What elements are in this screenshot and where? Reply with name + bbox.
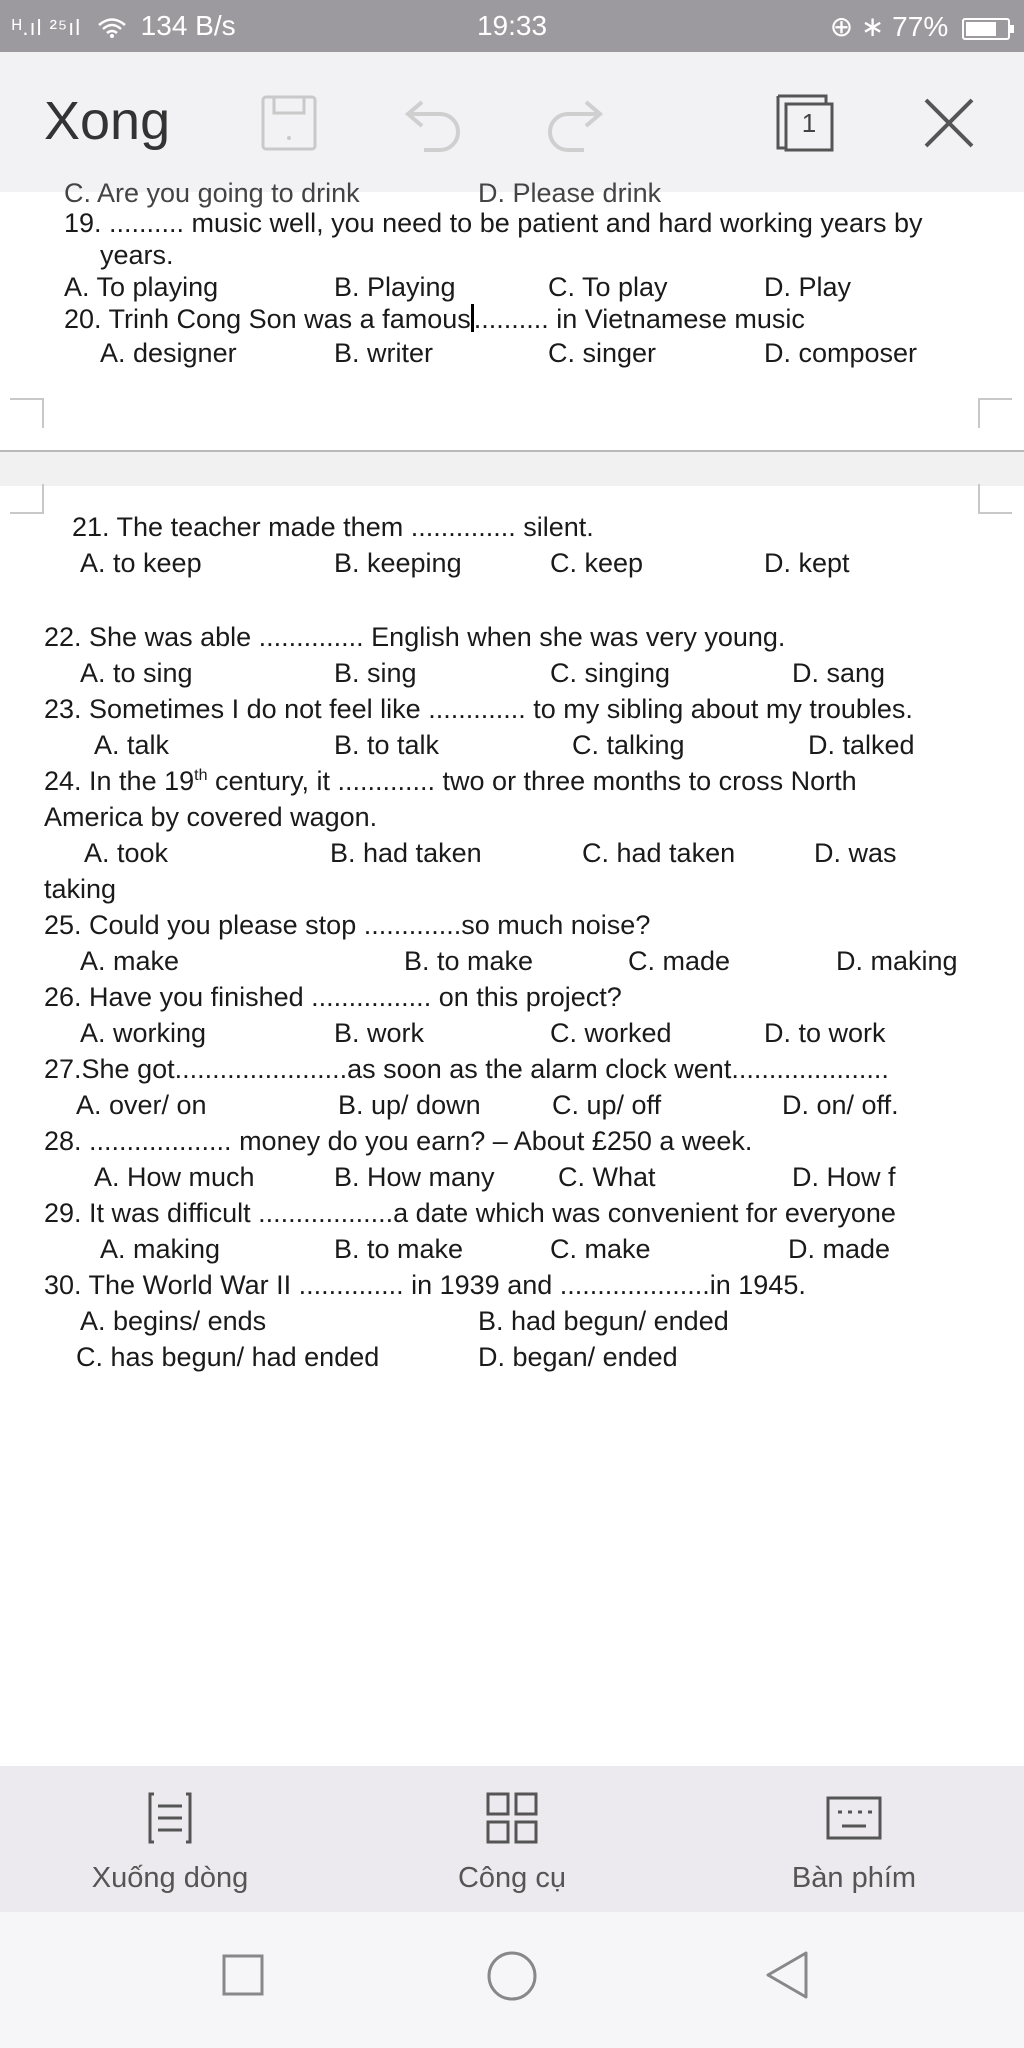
q21-option-a: A. to keep (80, 548, 202, 578)
q22-option-d: D. sang (792, 658, 886, 688)
line-break-label: Xuống dòng (91, 1862, 249, 1894)
status-bar (0, 0, 1024, 52)
document-page (0, 178, 1024, 1766)
q30-option-b: B. had begun/ ended (478, 1306, 729, 1336)
q20-option-c: C. singer (548, 338, 657, 368)
question-24-cont: America by covered wagon. (44, 802, 378, 832)
tools-label: Công cụ (457, 1862, 566, 1894)
q21-option-d: D. kept (764, 548, 850, 578)
clock: 19:33 (476, 10, 548, 41)
q28-option-c: C. What (558, 1162, 656, 1192)
page-count-badge: 1 (801, 108, 817, 138)
undo-icon[interactable] (404, 96, 464, 152)
recent-apps-icon[interactable] (222, 1954, 264, 1996)
q25-option-a: A. make (80, 946, 180, 976)
keyboard-icon (826, 1790, 882, 1846)
tools-button[interactable] (342, 1766, 682, 1912)
q28-option-a: A. How much (94, 1162, 255, 1192)
q19-option-a: A. To playing (64, 272, 219, 302)
question-27: 27.She got.......................as soon as the alarm clock went..................... (44, 1054, 889, 1084)
alarm-bluetooth-icon: ⊕ ∗ (829, 11, 885, 42)
signal-icon: ᴴ.ıl ²⁵ıl (12, 14, 82, 40)
cut-off-line-left: C. Are you going to drink (64, 178, 360, 208)
q19-option-c: C. To play (548, 272, 668, 302)
close-icon[interactable] (922, 96, 976, 150)
q20-option-b: B. writer (334, 338, 434, 368)
question-19: 19. .......... music well, you need to be patient and hard working years by (64, 208, 923, 238)
q27-option-a: A. over/ on (76, 1090, 207, 1120)
question-26: 26. Have you finished ................ on this project? (44, 982, 622, 1012)
save-icon[interactable] (260, 94, 318, 152)
tools-grid-icon (484, 1790, 540, 1846)
q27-option-c: C. up/ off (552, 1090, 662, 1120)
q29-option-b: B. to make (334, 1234, 464, 1264)
q29-option-a: A. making (100, 1234, 221, 1264)
q26-option-a: A. working (80, 1018, 207, 1048)
question-28: 28. ................... money do you earn? – About £250 a week. (44, 1126, 753, 1156)
network-speed: 134 B/s (140, 10, 236, 41)
q26-option-d: D. to work (764, 1018, 886, 1048)
q19-option-d: D. Play (764, 272, 852, 302)
q29-option-c: C. make (550, 1234, 651, 1264)
question-21: 21. The teacher made them .............. silent. (72, 512, 594, 542)
question-24 (44, 766, 857, 797)
q23-option-b: B. to talk (334, 730, 440, 760)
q23-option-d: D. talked (808, 730, 915, 760)
cut-off-line-right: D. Please drink (478, 178, 662, 208)
q27-option-d: D. on/ off. (782, 1090, 899, 1120)
q23-option-a: A. talk (94, 730, 170, 760)
q24-option-b: B. had taken (330, 838, 482, 868)
q27-option-b: B. up/ down (338, 1090, 481, 1120)
question-24-text-a: 24. In the 19 (44, 766, 195, 796)
q30-option-a: A. begins/ ends (80, 1306, 267, 1336)
line-break-button[interactable] (0, 1766, 340, 1912)
question-20 (64, 304, 805, 335)
q19-option-b: B. Playing (334, 272, 456, 302)
q24-option-d: D. was (814, 838, 897, 868)
q25-option-c: C. made (628, 946, 731, 976)
keyboard-button[interactable] (684, 1766, 1024, 1912)
q21-option-c: C. keep (550, 548, 644, 578)
question-22: 22. She was able .............. English when she was very young. (44, 622, 786, 652)
q26-option-b: B. work (334, 1018, 425, 1048)
question-23: 23. Sometimes I do not feel like ............. to my sibling about my troubles. (44, 694, 913, 724)
status-right (830, 10, 1010, 43)
question-20-text-b: .......... in Vietnamese music (473, 304, 805, 334)
question-19-cont: years. (100, 240, 174, 270)
q25-option-d: D. making (836, 946, 958, 976)
system-nav-bar (0, 1912, 1024, 2048)
page-count-button[interactable] (774, 92, 838, 156)
q24-option-c: C. had taken (582, 838, 736, 868)
q20-option-a: A. designer (100, 338, 237, 368)
keyboard-label: Bàn phím (791, 1862, 917, 1894)
done-button[interactable]: Xong (44, 91, 171, 151)
editor-bottom-bar (0, 1766, 1024, 1912)
question-20-text-a: 20. Trinh Cong Son was a famous (64, 304, 471, 334)
q22-option-a: A. to sing (80, 658, 193, 688)
question-29: 29. It was difficult ..................a date which was convenient for everyone (44, 1198, 896, 1228)
q28-option-d: D. How f (792, 1162, 896, 1192)
home-icon[interactable] (486, 1950, 538, 2002)
q22-option-c: C. singing (550, 658, 671, 688)
q26-option-c: C. worked (550, 1018, 672, 1048)
editor-toolbar (0, 52, 1024, 192)
q28-option-b: B. How many (334, 1162, 495, 1192)
page-break (0, 450, 1024, 486)
q24-option-a: A. took (84, 838, 169, 868)
battery-icon (962, 18, 1010, 40)
question-24-sup: th (194, 767, 208, 784)
q21-option-b: B. keeping (334, 548, 462, 578)
q22-option-b: B. sing (334, 658, 417, 688)
q30-option-c: C. has begun/ had ended (76, 1342, 380, 1372)
question-30: 30. The World War II .............. in 1939 and ....................in 1945. (44, 1270, 806, 1300)
q25-option-b: B. to make (404, 946, 534, 976)
q29-option-d: D. made (788, 1234, 891, 1264)
q20-option-d: D. composer (764, 338, 918, 368)
line-break-icon (142, 1790, 198, 1846)
q24-option-d-cont: taking (44, 874, 117, 904)
q30-option-d: D. began/ ended (478, 1342, 678, 1372)
battery-percent: 77% (892, 11, 949, 42)
q23-option-c: C. talking (572, 730, 685, 760)
question-25: 25. Could you please stop .............so much noise? (44, 910, 651, 940)
question-24-text-b: century, it ............. two or three months to cross North (207, 766, 857, 796)
redo-icon[interactable] (544, 96, 604, 152)
back-icon[interactable] (764, 1950, 810, 2000)
